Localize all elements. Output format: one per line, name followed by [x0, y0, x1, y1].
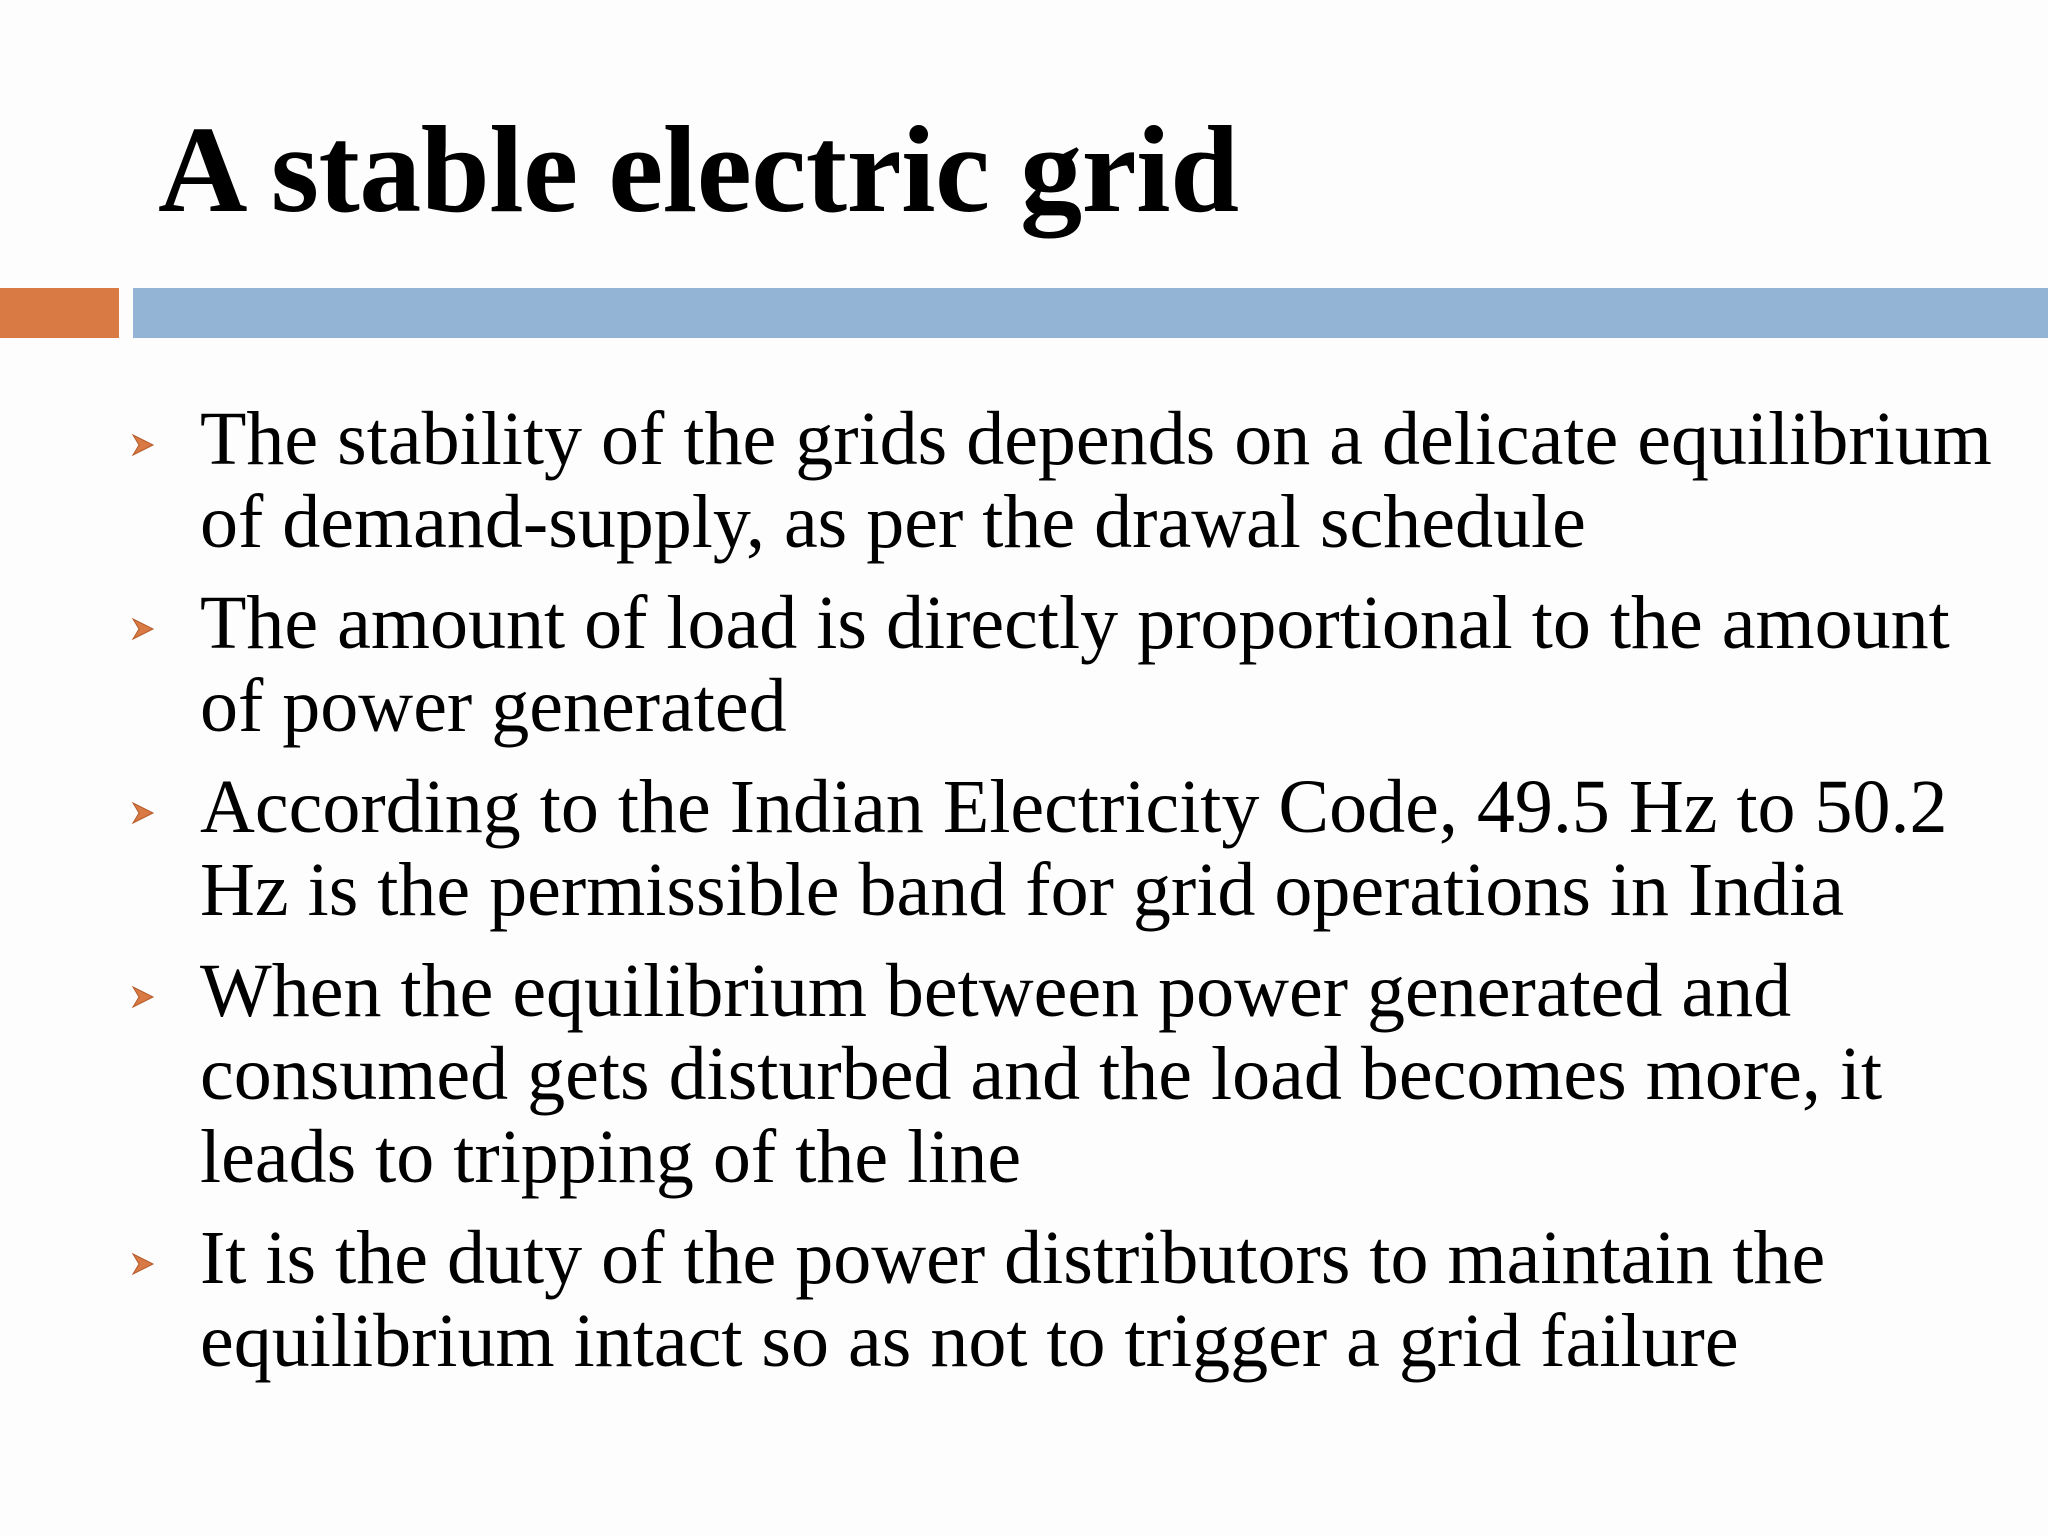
- bullet-text: The stability of the grids depends on a delicate equilibrium of demand-supply, as per the drawal schedule: [200, 397, 1992, 564]
- arrow-right-icon: [130, 432, 156, 458]
- bullet-item: [0, 950, 2048, 1199]
- bullet-text: It is the duty of the power distributors to maintain the equilibrium intact so as not to trigger a grid failure: [200, 1216, 1826, 1383]
- bullet-item: [0, 398, 2048, 564]
- bullet-list: [0, 398, 2048, 1401]
- arrow-right-icon: [130, 1251, 156, 1277]
- accent-bar-blue: [133, 288, 2048, 338]
- arrow-right-icon: [130, 616, 156, 642]
- bullet-item: [0, 582, 2048, 748]
- arrow-right-icon: [130, 800, 156, 826]
- arrow-right-icon: [130, 984, 156, 1010]
- bullet-item: [0, 1217, 2048, 1383]
- bullet-text: According to the Indian Electricity Code, 49.5 Hz to 50.2 Hz is the permissible band for grid operations in India: [200, 765, 1948, 932]
- bullet-text: The amount of load is directly proportional to the amount of power generated: [200, 581, 1950, 748]
- bullet-item: [0, 766, 2048, 932]
- bullet-text: When the equilibrium between power generated and consumed gets disturbed and the load becomes more, it leads to tripping of the line: [200, 949, 1883, 1199]
- accent-bar-orange: [0, 288, 119, 338]
- slide-title: A stable electric grid: [158, 101, 1239, 238]
